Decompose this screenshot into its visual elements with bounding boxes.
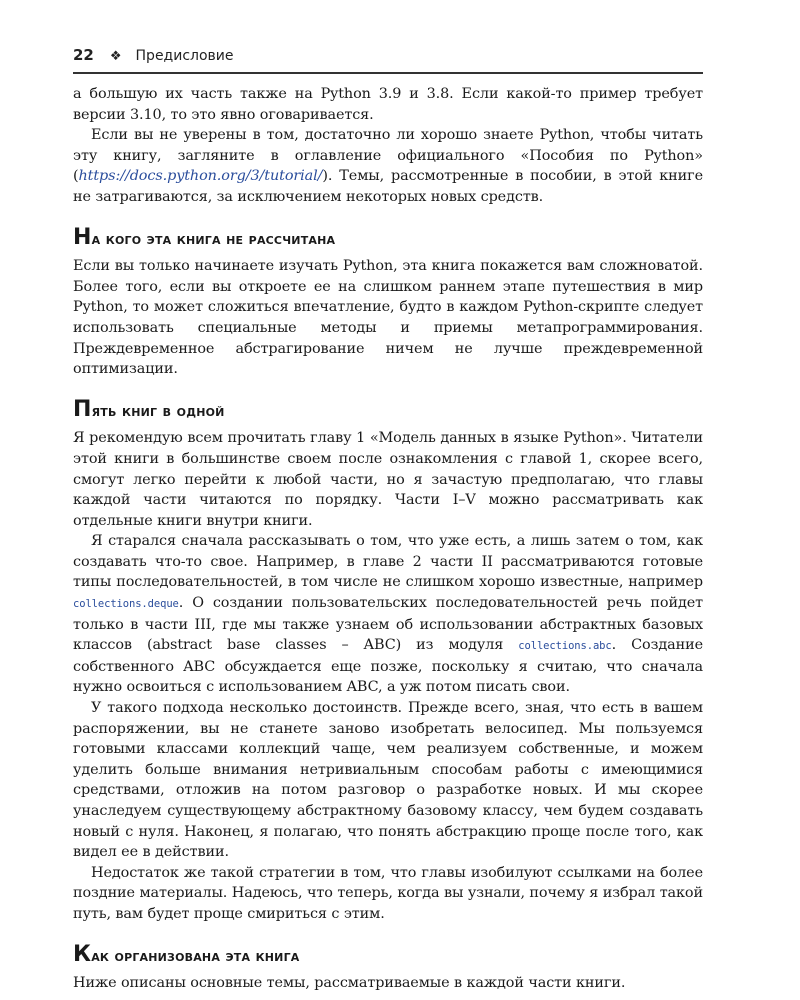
book-page (73, 46, 703, 994)
text-run: Я рекомендую всем прочитать главу 1 «Модель данных в языке Python». Читатели этой книги в большинстве своем после ознакомления с главой 1, скорее всего, смогут легко перейти к любой части, но я зачастую предполагаю, что главы каждой части читаются по порядку. Части I–V можно рассматривать как отдельные книги внутри книги. (73, 430, 703, 529)
paragraph (73, 428, 703, 531)
text-run: Я старался сначала рассказывать о том, что уже есть, а лишь затем о том, как создавать что-то свое. Например, в главе 2 части II рассматриваются готовые типы последовательностей, в том числе не слишком хорошо известные, например (73, 533, 703, 591)
text-run: а большую их часть также на Python 3.9 и 3.8. Если какой-то пример требует версии 3.10, то это явно оговаривается. (73, 86, 703, 123)
section-heading (73, 396, 703, 422)
paragraph (73, 84, 703, 125)
heading-initial: К (73, 941, 92, 967)
text-run: Недостаток же такой стратегии в том, что главы изобилуют ссылками на более поздние материалы. Надеюсь, что теперь, когда вы узнали, почему я избрал такой путь, вам будет проще смириться с этим. (73, 864, 703, 922)
text-run: У такого подхода несколько достоинств. Прежде всего, зная, что есть в вашем распоряжении, вы не станете заново изобретать велосипед. Мы пользуемся готовыми классами коллекций чаще, чем реализуем собственные, и можем уделить больше внимания нетривиальным способам работы с имеющимися средствами, отложив на потом разговор о разработке новых. И мы скорее унаследуем существующему абстрактному базовому классу, чем будем создавать новый с нуля. Наконец, я полагаю, что понять абстракцию проще после того, как видел ее в действии. (73, 700, 703, 861)
section-heading (73, 224, 703, 250)
page-body (73, 84, 703, 994)
paragraph (73, 125, 703, 207)
running-header (73, 46, 703, 74)
heading-text: ять книг в одной (91, 401, 225, 420)
page-number: 22 (73, 46, 94, 64)
tutorial-link[interactable]: https://docs.python.org/3/tutorial/ (78, 168, 323, 185)
text-run: Ниже описаны основные темы, рассматриваемые в каждой части книги. (73, 975, 626, 992)
inline-code: collections.deque (73, 598, 179, 611)
paragraph (73, 698, 703, 863)
text-run: . О создании пользовательских последовательностей речь пойдет только в части III, где мы также узнаем об использовании абстрактных базовых классов (abstract base classes – ABC) из модуля (73, 595, 703, 654)
inline-code: collections.abc (518, 640, 612, 653)
text-run: . Создание собственного ABC обсуждается еще позже, поскольку я считаю, что сначала нужно освоиться с использованием ABC, а уж потом писать свои. (73, 637, 704, 696)
heading-text: ак организована эта книга (91, 946, 300, 965)
text-run: Если вы не уверены в том, достаточно ли хорошо знаете Python, чтобы читать эту книгу, загляните в оглавление официального «Пособия по Python» ( (73, 127, 703, 185)
text-run: ). Темы, рассмотренные в пособии, в этой книге не затрагиваются, за исключением некоторых новых средств. (73, 168, 703, 205)
running-title: Предисловие (135, 48, 234, 64)
heading-initial: П (73, 396, 92, 422)
paragraph (73, 256, 703, 380)
paragraph (73, 863, 703, 925)
paragraph (73, 531, 703, 698)
ornament-icon: ❖ (109, 49, 122, 64)
heading-text: а кого эта книга не рассчитана (91, 229, 336, 248)
text-run: Если вы только начинаете изучать Python, эта книга покажется вам сложноватой. Более того, если вы откроете ее на слишком раннем этапе путешествия в мир Python, то может сложиться впечатление, будто в каждом Python-скрипте следует использовать специальные методы и приемы метапрограммирования. Преждевременное абстрагирование ничем не лучше преждевременной оптимизации. (73, 258, 703, 378)
section-heading (73, 941, 703, 967)
paragraph (73, 973, 703, 994)
heading-initial: Н (73, 224, 92, 250)
